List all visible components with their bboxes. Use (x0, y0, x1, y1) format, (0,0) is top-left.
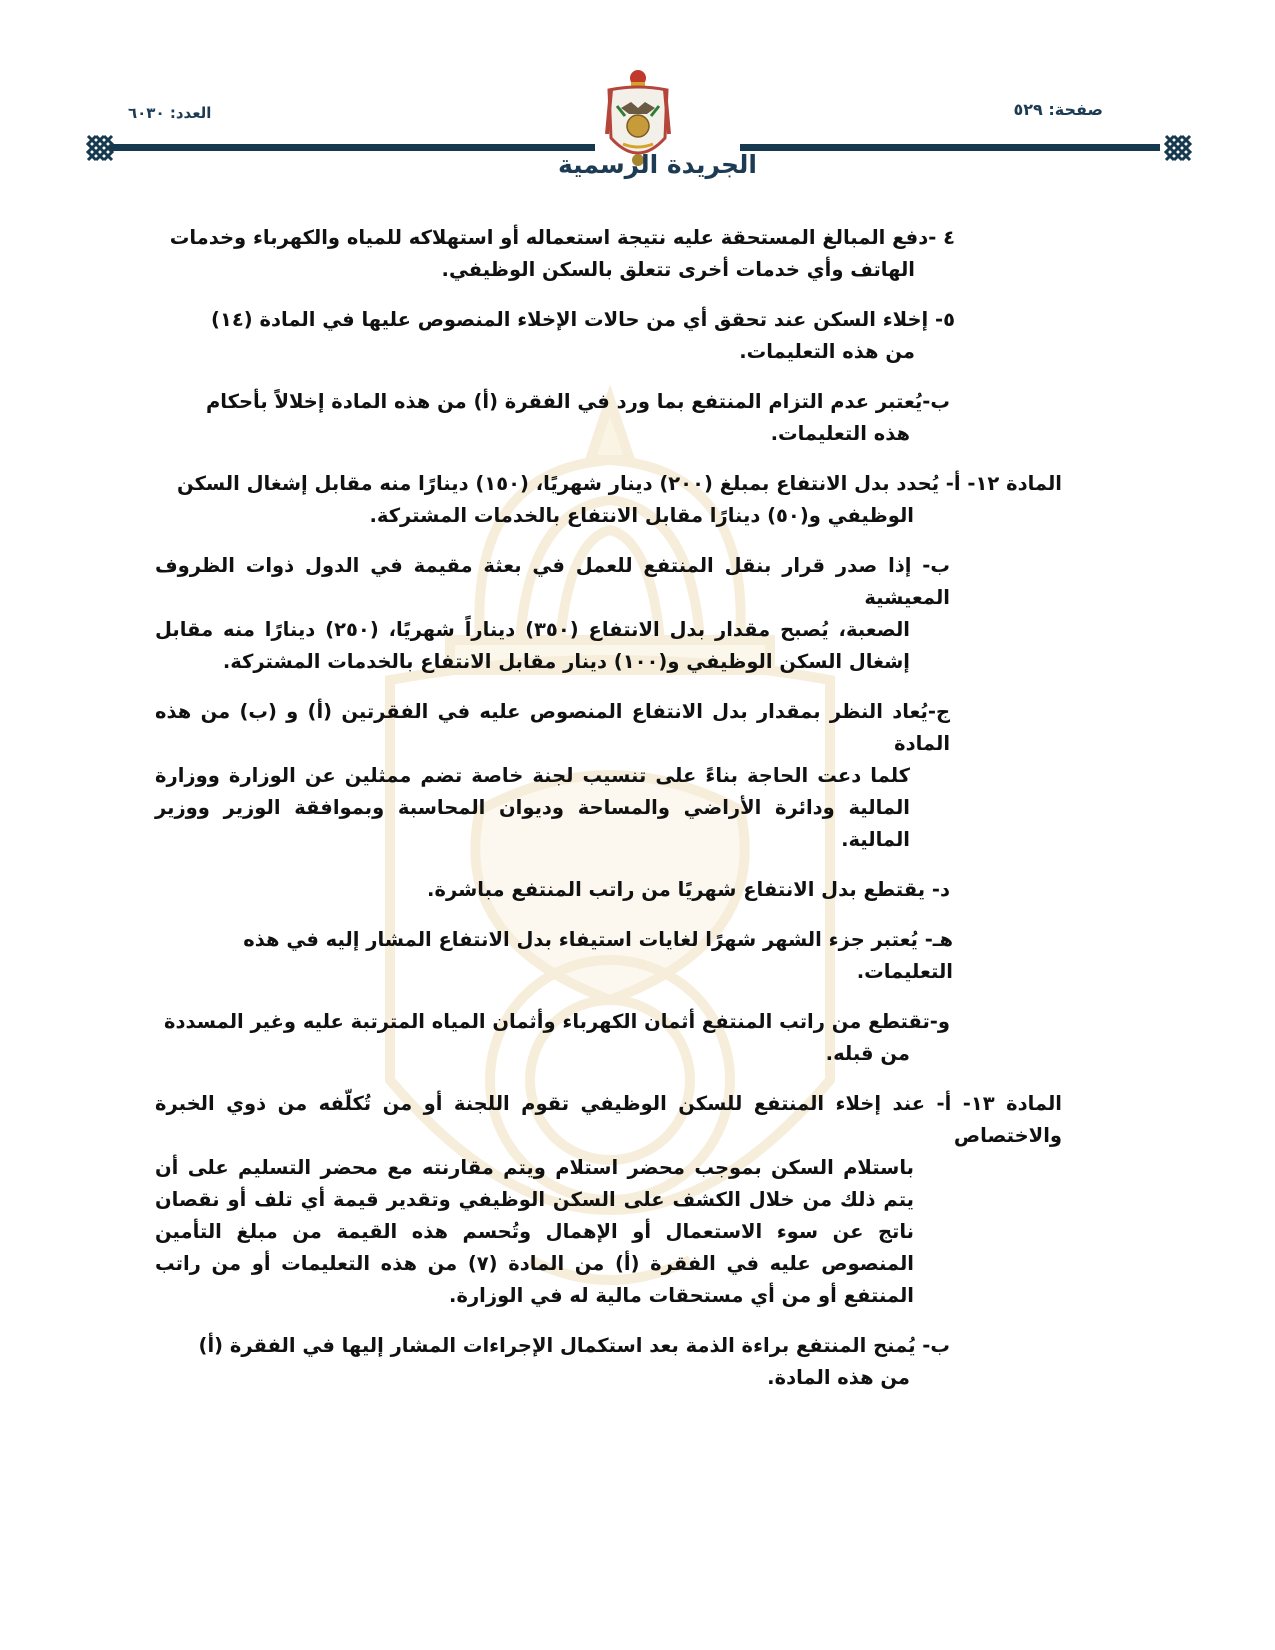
clause-text-continued: من هذه المادة. (767, 1366, 910, 1389)
article-12-c (155, 696, 950, 856)
clause-text: ب- إذا صدر قرار بنقل المنتفع للعمل في بعثة مقيمة في الدول ذوات الظروف المعيشية (155, 554, 950, 609)
article-heading-text: المادة ١٣- أ- عند إخلاء المنتفع للسكن الوظيفي تقوم اللجنة أو من تُكلّفه من ذوي الخبرة والاختصاص (155, 1092, 1062, 1147)
article-heading-text: المادة ١٢- أ- يُحدد بدل الانتفاع بمبلغ (٢٠٠) دينار شهريًا، (١٥٠) دينارًا منه مقابل إشغال السكن (177, 472, 1062, 495)
article-12-b (155, 550, 950, 678)
article-13-b (155, 1330, 950, 1394)
clause-text-continued: هذه التعليمات. (770, 422, 910, 445)
clause-text: ٥- إخلاء السكن عند تحقق أي من حالات الإخلاء المنصوص عليها في المادة (١٤) (211, 308, 955, 331)
clause-text-continued: من قبله. (825, 1042, 910, 1065)
clause-text-continued: الوظيفي و(٥٠) دينارًا مقابل الانتفاع بالخدمات المشتركة. (369, 504, 914, 527)
clause-text-continued: الصعبة، يُصبح مقدار بدل الانتفاع (٣٥٠) ديناراً شهريًا، (٢٥٠) دينارًا منه مقابل إشغال السكن الوظيفي و(١٠٠) دينار مقابل الانتفاع بالخدمات المشتركة. (155, 618, 910, 673)
issue-number: العدد: ٦٠٣٠ (128, 104, 212, 122)
clause-text: ج-يُعاد النظر بمقدار بدل الانتفاع المنصوص عليه في الفقرتين (أ) و (ب) من هذه المادة (155, 700, 950, 755)
article-12-d: د- يقتطع بدل الانتفاع شهريًا من راتب المنتفع مباشرة. (427, 878, 950, 901)
clause-text-continued: من هذه التعليمات. (739, 340, 915, 363)
article-12-e: هـ- يُعتبر جزء الشهر شهرًا لغايات استيفاء بدل الانتفاع المشار إليه في هذه التعليمات. (243, 928, 953, 983)
clause-item-5 (155, 304, 955, 368)
clause-text-continued: باستلام السكن بموجب محضر استلام ويتم مقارنته مع محضر التسليم على أن يتم ذلك من خلال الكشف على السكن الوظيفي وتقدير قيمة أي تلف أو نقصان ناتج عن سوء الاستعمال أو الإهمال وتُحسم هذه القيمة من مبلغ التأمين المنصوص عليه في الفقرة (أ) من المادة (٧) من هذه التعليمات أو من راتب المنتفع أو من أي مستحقات مالية له في الوزارة. (155, 1156, 914, 1307)
clause-text: ب-يُعتبر عدم التزام المنتفع بما ورد في الفقرة (أ) من هذه المادة إخلالاً بأحكام (206, 390, 950, 413)
page-number: صفحة: ٥٢٩ (1013, 100, 1103, 119)
clause-text: ب- يُمنح المنتفع براءة الذمة بعد استكمال الإجراءات المشار إليها في الفقرة (أ) (198, 1334, 950, 1357)
gazette-title: الجريدة الرسمية (557, 150, 758, 179)
clause-text-continued: كلما دعت الحاجة بناءً على تنسيب لجنة خاصة تضم ممثلين عن الوزارة ووزارة المالية ودائرة الأراضي والمساحة وديوان المحاسبة وبموافقة الوزير ووزير المالية. (155, 764, 910, 851)
article-12-a (155, 468, 1062, 532)
article-12-f (155, 1006, 950, 1070)
clause-item-4 (155, 222, 955, 286)
clause-11-b (155, 386, 950, 450)
article-13-a (155, 1088, 1062, 1312)
clause-text: ٤ -دفع المبالغ المستحقة عليه نتيجة استعماله أو استهلاكه للمياه والكهرباء وخدمات (169, 226, 955, 249)
document-body (0, 222, 1275, 1412)
clause-text-continued: الهاتف وأي خدمات أخرى تتعلق بالسكن الوظيفي. (441, 258, 915, 281)
clause-text: و-تقتطع من راتب المنتفع أثمان الكهرباء وأثمان المياه المترتبة عليه وغير المسددة (164, 1010, 950, 1033)
